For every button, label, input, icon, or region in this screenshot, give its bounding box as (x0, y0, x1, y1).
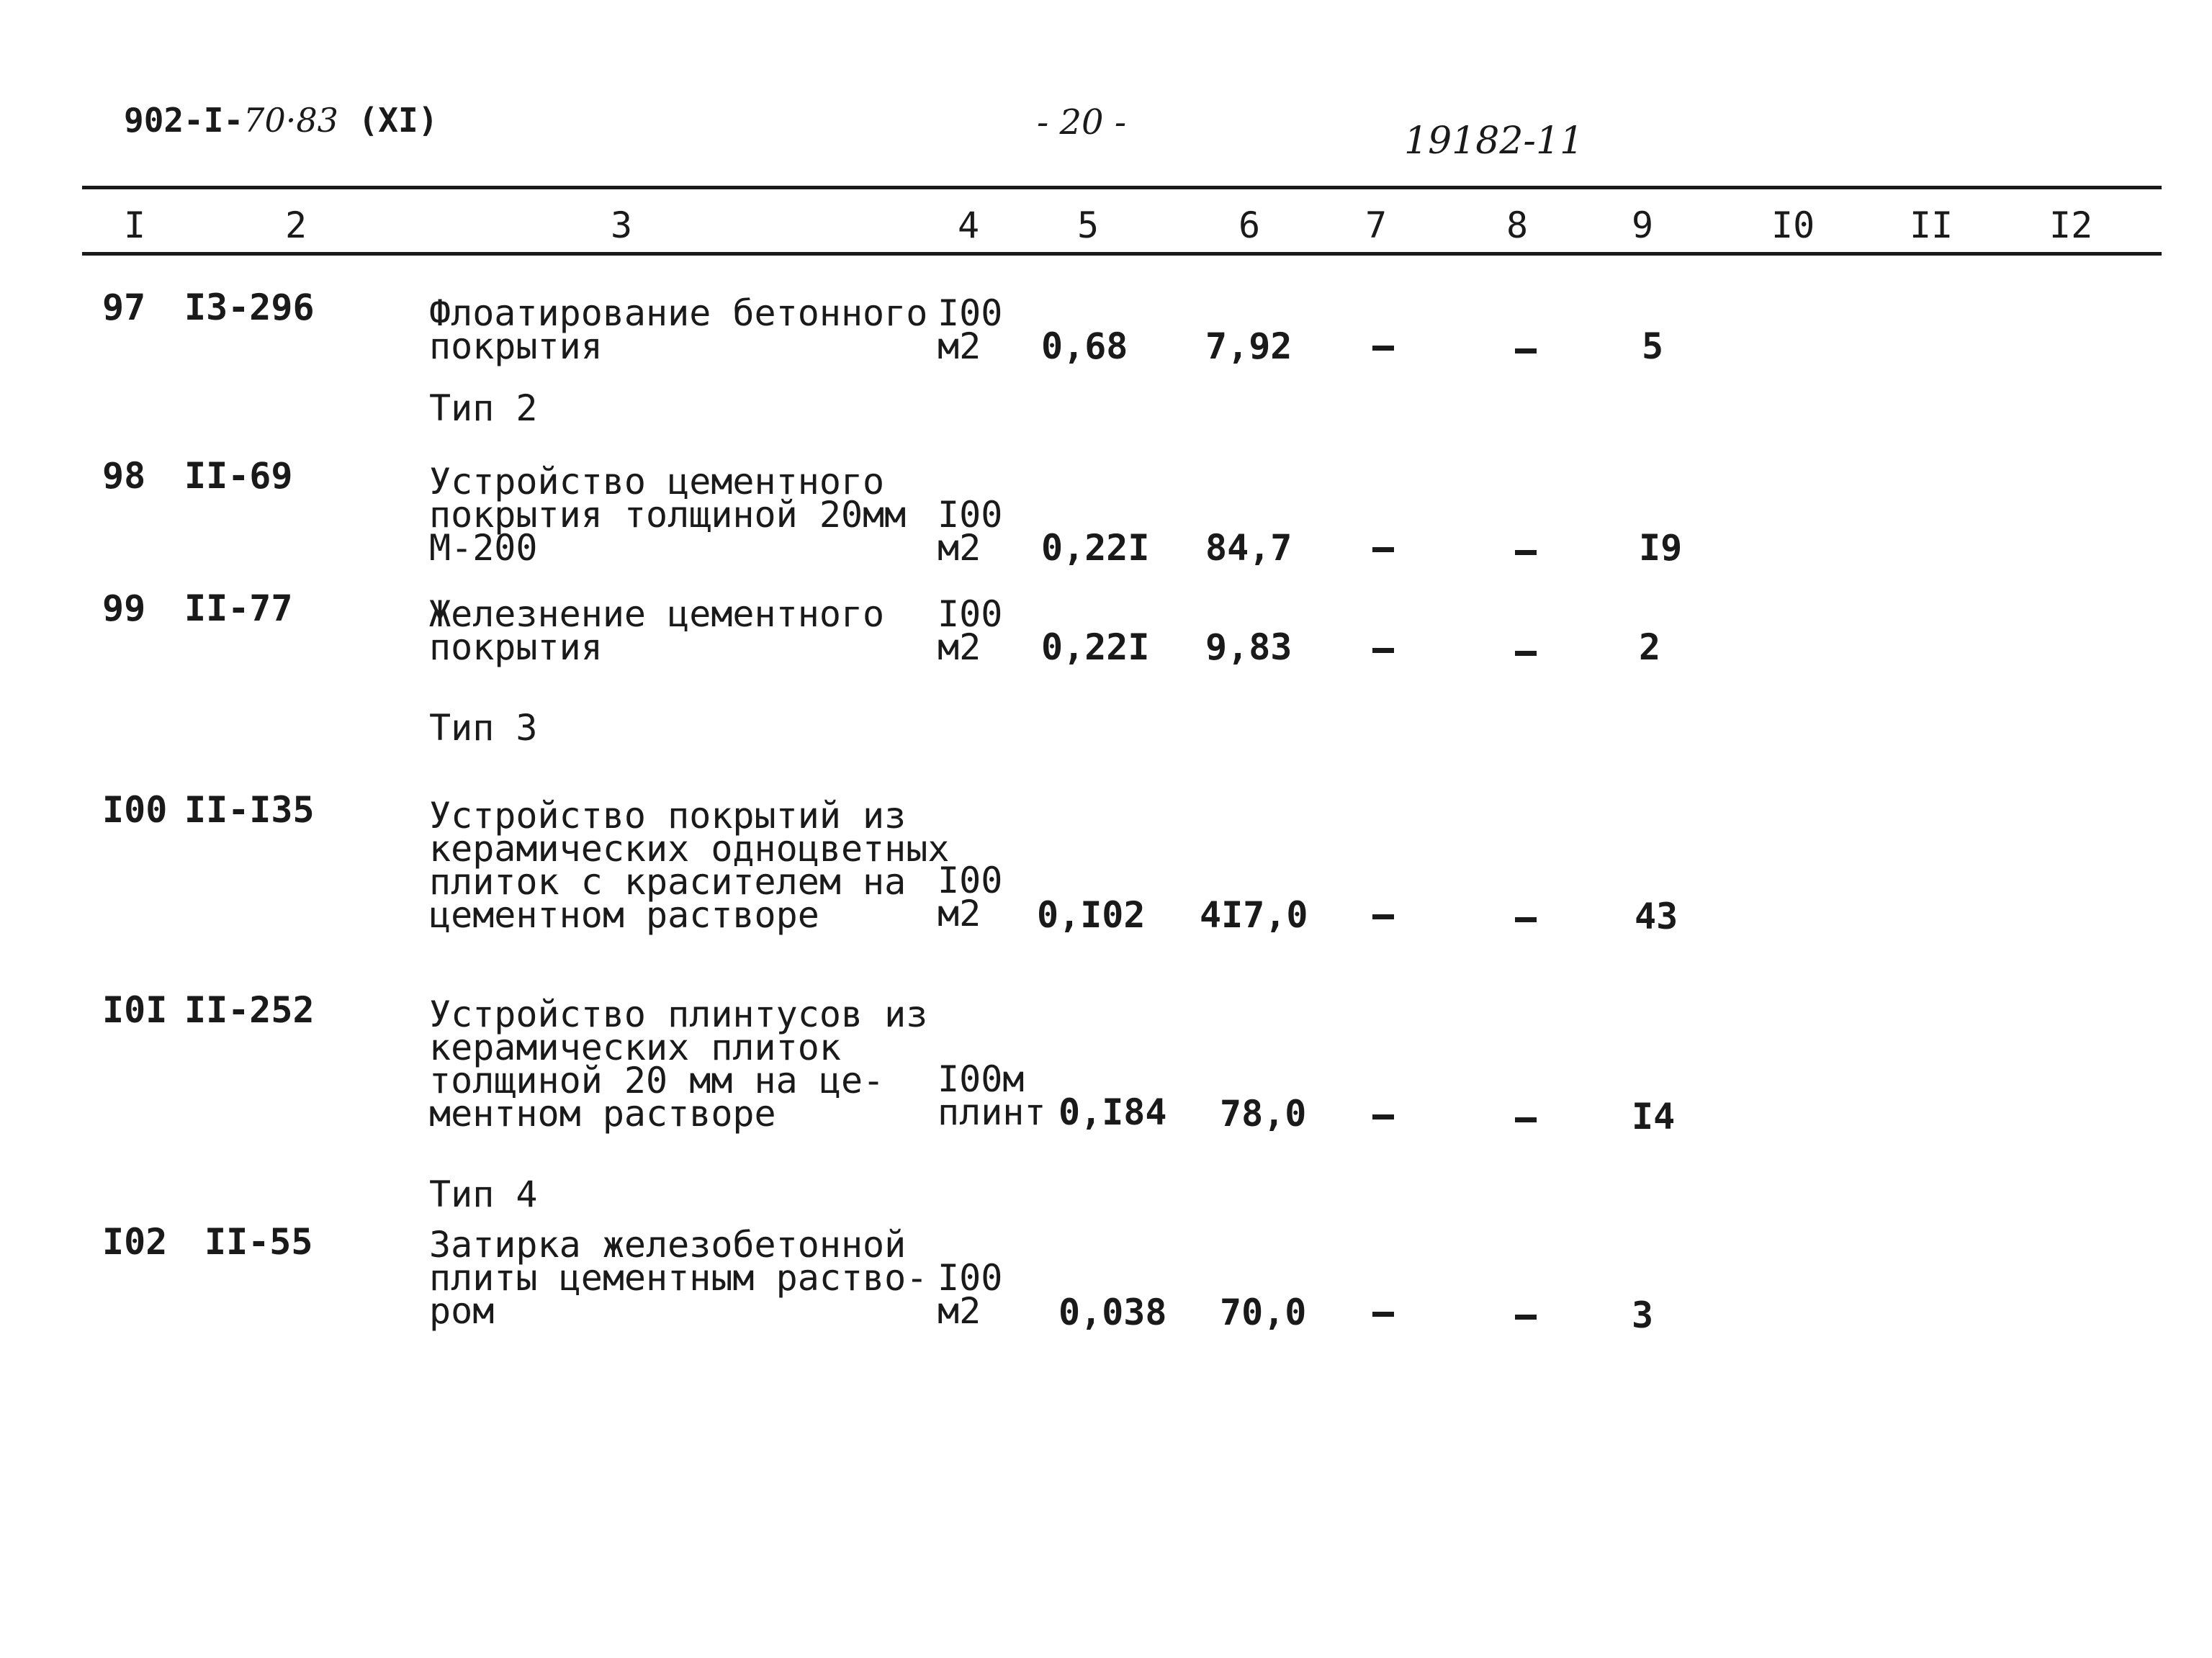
column-header-11: II (1910, 204, 1954, 246)
row-price: 9,83 (1205, 626, 1292, 668)
row-col7-dash (1372, 648, 1394, 653)
row-col7-dash (1372, 914, 1394, 919)
row-description (429, 593, 885, 668)
row-code: II-77 (184, 587, 293, 629)
row-col8-dash (1515, 651, 1537, 656)
column-header-7: 7 (1365, 204, 1388, 246)
row-unit (938, 593, 1003, 668)
row-number: I00 (102, 789, 168, 831)
unit-line: I00 (938, 292, 1003, 334)
row-quantity: 0,038 (1058, 1292, 1167, 1333)
column-header-10: I0 (1771, 204, 1815, 246)
row-col9: 3 (1632, 1294, 1654, 1336)
row-number: 99 (102, 587, 146, 629)
description-line: плиток с красителем на (429, 861, 907, 903)
section-label-type-3: Тип 3 (429, 707, 538, 749)
description-line: Железнение цементного (429, 593, 885, 635)
row-col9: 2 (1639, 626, 1661, 668)
row-price: 78,0 (1220, 1093, 1307, 1135)
unit-line: м2 (938, 626, 981, 668)
row-unit (938, 860, 1003, 934)
header-top-rule (82, 186, 2162, 189)
column-header-2: 2 (285, 204, 307, 246)
page-number: - 20 - (1037, 102, 1127, 143)
handwritten-number: 19182-11 (1404, 120, 1584, 163)
description-line: Затирка железобетонной (429, 1224, 907, 1266)
row-description (429, 1224, 928, 1332)
column-header-6: 6 (1238, 204, 1261, 246)
row-col9: 43 (1635, 896, 1678, 937)
row-unit (938, 494, 1003, 569)
row-unit (938, 292, 1003, 367)
unit-line: I00 (938, 494, 1003, 536)
row-col7-dash (1372, 346, 1394, 351)
column-header-9: 9 (1632, 204, 1654, 246)
description-line: керамических одноцветных (429, 828, 950, 870)
unit-line: м2 (938, 893, 981, 934)
description-line: ром (429, 1290, 495, 1332)
row-col8-dash (1515, 1315, 1537, 1320)
row-col9: 5 (1642, 325, 1664, 367)
row-code: II-I35 (184, 789, 315, 831)
row-description (429, 795, 950, 936)
row-col7-dash (1372, 547, 1394, 552)
unit-line: плинт (938, 1091, 1046, 1133)
unit-line: м2 (938, 527, 981, 569)
description-line: покрытия толщиной 20мм (429, 494, 907, 536)
row-quantity: 0,22I (1041, 527, 1150, 569)
document-code-printed: 902-I- (124, 101, 244, 140)
row-col7-dash (1372, 1312, 1394, 1317)
section-label-type-2: Тип 2 (429, 387, 538, 429)
description-line: покрытия (429, 626, 603, 668)
description-line: плиты цементным раство- (429, 1257, 928, 1299)
row-col8-dash (1515, 348, 1537, 353)
description-line: Устройство плинтусов из (429, 994, 928, 1035)
row-price: 4I7,0 (1200, 894, 1308, 936)
section-label-type-4: Тип 4 (429, 1173, 538, 1215)
unit-line: I00 (938, 593, 1003, 635)
row-description (429, 994, 928, 1135)
row-code: II-55 (204, 1221, 313, 1263)
row-quantity: 0,68 (1041, 325, 1128, 367)
description-line: Устройство цементного (429, 461, 885, 503)
description-line: цементном растворе (429, 894, 819, 936)
document-code-handwritten: 70·83 (243, 101, 338, 140)
row-price: 70,0 (1220, 1292, 1307, 1333)
row-description (429, 461, 907, 569)
column-header-3: 3 (611, 204, 633, 246)
description-line: М-200 (429, 527, 538, 569)
description-line: ментном растворе (429, 1093, 776, 1135)
row-code: I3-296 (184, 287, 315, 328)
row-number: I02 (102, 1221, 168, 1263)
column-header-8: 8 (1506, 204, 1529, 246)
unit-line: I00 (938, 1257, 1003, 1299)
document-code (124, 101, 438, 140)
unit-line: I00м (938, 1058, 1025, 1100)
row-number: I0I (102, 989, 168, 1031)
row-col9: I4 (1632, 1096, 1676, 1137)
header-bottom-rule (82, 252, 2162, 256)
row-quantity: 0,22I (1041, 626, 1150, 668)
row-unit (938, 1257, 1003, 1332)
description-line: Устройство покрытий из (429, 795, 907, 837)
row-col8-dash (1515, 1117, 1537, 1122)
column-header-4: 4 (958, 204, 980, 246)
row-number: 97 (102, 287, 146, 328)
row-description (429, 292, 928, 367)
row-number: 98 (102, 455, 146, 497)
description-line: покрытия (429, 325, 603, 367)
column-header-5: 5 (1077, 204, 1100, 246)
unit-line: I00 (938, 860, 1003, 901)
row-col7-dash (1372, 1114, 1394, 1119)
row-col9: I9 (1639, 527, 1683, 569)
row-code: II-69 (184, 455, 293, 497)
description-line: керамических плиток (429, 1027, 841, 1068)
row-quantity: 0,I02 (1037, 894, 1146, 936)
description-line: толщиной 20 мм на це- (429, 1060, 885, 1101)
description-line: Флоатирование бетонного (429, 292, 928, 334)
unit-line: м2 (938, 325, 981, 367)
row-code: II-252 (184, 989, 315, 1031)
unit-line: м2 (938, 1290, 981, 1332)
row-price: 7,92 (1205, 325, 1292, 367)
row-col8-dash (1515, 550, 1537, 555)
column-header-1: I (124, 204, 146, 246)
column-header-12: I2 (2049, 204, 2093, 246)
row-unit (938, 1058, 1046, 1133)
row-price: 84,7 (1205, 527, 1292, 569)
row-col8-dash (1515, 917, 1537, 922)
document-code-suffix: (XI) (358, 101, 439, 140)
row-quantity: 0,I84 (1058, 1091, 1167, 1133)
